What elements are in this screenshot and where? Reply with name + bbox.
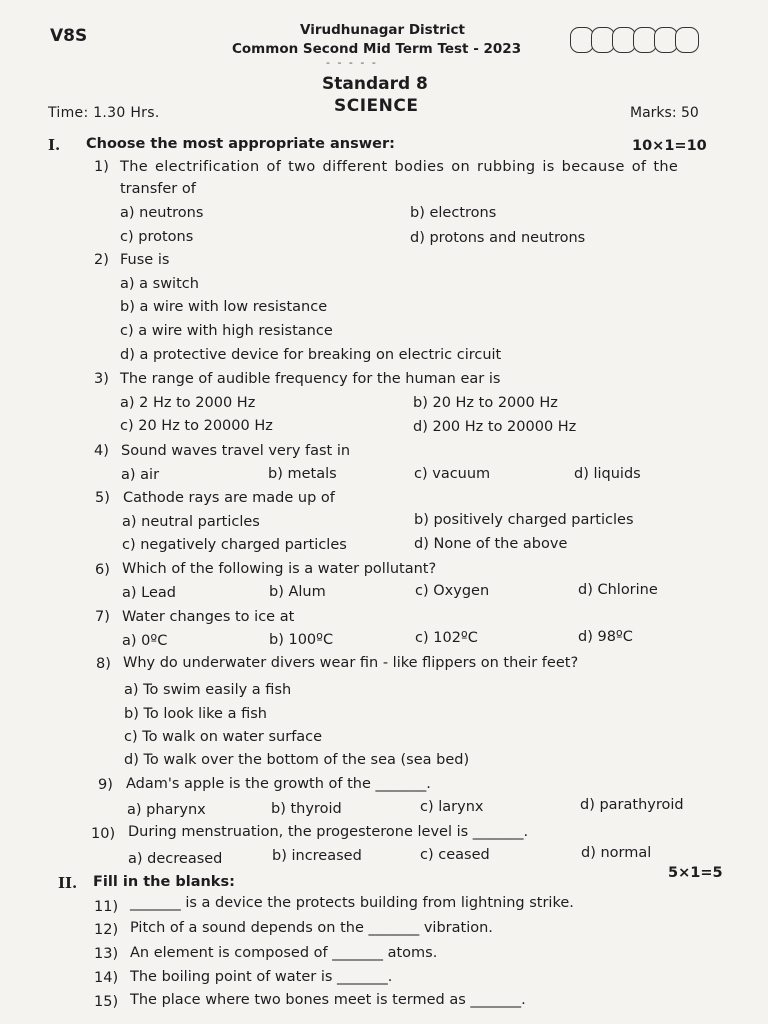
- question-number: 14): [94, 970, 119, 986]
- question-number: 12): [94, 922, 119, 938]
- option: a) neutrons: [120, 205, 204, 221]
- question-number: 1): [94, 159, 109, 175]
- question-number: 8): [96, 656, 111, 672]
- option: b) 20 Hz to 2000 Hz: [413, 395, 558, 411]
- section-number: II.: [58, 874, 78, 892]
- question-text: Cathode rays are made up of: [123, 490, 335, 506]
- section-title: Fill in the blanks:: [93, 874, 235, 890]
- question-text: Fuse is: [120, 252, 170, 268]
- option: d) liquids: [574, 466, 641, 482]
- option: c) ceased: [420, 847, 490, 863]
- option: b) 100ºC: [269, 632, 334, 648]
- question-text: Sound waves travel very fast in: [121, 443, 351, 459]
- question-text: Which of the following is a water pollutant?: [122, 561, 437, 577]
- option: d) 98ºC: [578, 629, 633, 645]
- option: c) protons: [120, 229, 194, 245]
- question-number: 11): [94, 899, 119, 915]
- question-number: 3): [94, 371, 109, 387]
- option: c) To walk on water surface: [124, 729, 323, 745]
- title-underline: - - - - -: [326, 56, 378, 69]
- question-number: 2): [94, 252, 109, 268]
- question-number: 9): [98, 777, 113, 793]
- question-text: Adam's apple is the growth of the _______.: [126, 776, 431, 792]
- paper-code: V8S: [50, 26, 88, 46]
- option: b) electrons: [410, 205, 497, 221]
- option: d) 200 Hz to 20000 Hz: [413, 419, 577, 435]
- question-number: 7): [95, 609, 110, 625]
- option: b) metals: [268, 466, 337, 482]
- option: a) neutral particles: [122, 514, 260, 530]
- section-marks: 10×1=10: [632, 138, 707, 154]
- option: d) To walk over the bottom of the sea (sea bed): [124, 752, 470, 768]
- roll-box: [675, 27, 699, 53]
- question-text: Why do underwater divers wear fin - like flippers on their feet?: [123, 655, 579, 671]
- section-number: I.: [48, 136, 61, 154]
- question-text: During menstruation, the progesterone level is _______.: [128, 824, 529, 840]
- question-text: The place where two bones meet is termed as _______.: [130, 992, 526, 1008]
- option: b) increased: [272, 848, 362, 864]
- section-title: Choose the most appropriate answer:: [86, 136, 395, 152]
- option: a) a switch: [120, 276, 199, 292]
- question-text: An element is composed of _______ atoms.: [130, 945, 438, 961]
- option: b) thyroid: [271, 801, 342, 817]
- question-text: Pitch of a sound depends on the _______ vibration.: [130, 920, 493, 936]
- option: d) a protective device for breaking on electric circuit: [120, 347, 502, 363]
- marks-label: Marks: 50: [630, 105, 699, 121]
- time-label: Time: 1.30 Hrs.: [48, 105, 160, 121]
- option: d) None of the above: [414, 536, 568, 552]
- option: b) Alum: [269, 584, 326, 600]
- question-text: The electrification of two different bodies on rubbing is because of the: [120, 159, 679, 175]
- question-text-continued: transfer of: [120, 181, 196, 197]
- subject-label: SCIENCE: [334, 96, 419, 116]
- option: a) To swim easily a fish: [124, 682, 292, 698]
- district-name: Virudhunagar District: [300, 22, 465, 38]
- option: c) 102ºC: [415, 630, 478, 646]
- option: b) positively charged particles: [414, 512, 634, 528]
- standard-label: Standard 8: [322, 74, 428, 94]
- option: a) Lead: [122, 585, 176, 601]
- section-marks: 5×1=5: [668, 865, 723, 881]
- option: d) normal: [581, 845, 652, 861]
- option: c) 20 Hz to 20000 Hz: [120, 418, 273, 434]
- question-number: 4): [94, 443, 109, 459]
- option: a) pharynx: [127, 802, 206, 818]
- option: c) larynx: [420, 799, 484, 815]
- question-number: 13): [94, 946, 119, 962]
- option: c) Oxygen: [415, 583, 490, 599]
- question-number: 5): [95, 490, 110, 506]
- option: a) decreased: [128, 851, 223, 867]
- question-number: 10): [91, 826, 116, 842]
- question-text: The boiling point of water is _______.: [130, 969, 393, 985]
- option: b) a wire with low resistance: [120, 299, 328, 315]
- question-text: _______ is a device the protects building from lightning strike.: [130, 895, 574, 911]
- option: b) To look like a fish: [124, 706, 267, 722]
- question-number: 15): [94, 994, 119, 1010]
- option: d) protons and neutrons: [410, 230, 586, 246]
- question-number: 6): [95, 562, 110, 578]
- option: d) Chlorine: [578, 582, 658, 598]
- question-text: The range of audible frequency for the human ear is: [120, 371, 501, 387]
- option: c) negatively charged particles: [122, 537, 347, 553]
- option: c) vacuum: [414, 466, 491, 482]
- roll-number-boxes: [570, 27, 696, 53]
- option: a) 0ºC: [122, 633, 168, 649]
- option: d) parathyroid: [580, 797, 684, 813]
- test-name: Common Second Mid Term Test - 2023: [232, 41, 522, 57]
- option: a) 2 Hz to 2000 Hz: [120, 395, 256, 411]
- option: c) a wire with high resistance: [120, 323, 333, 339]
- question-text: Water changes to ice at: [122, 609, 295, 625]
- option: a) air: [121, 467, 160, 483]
